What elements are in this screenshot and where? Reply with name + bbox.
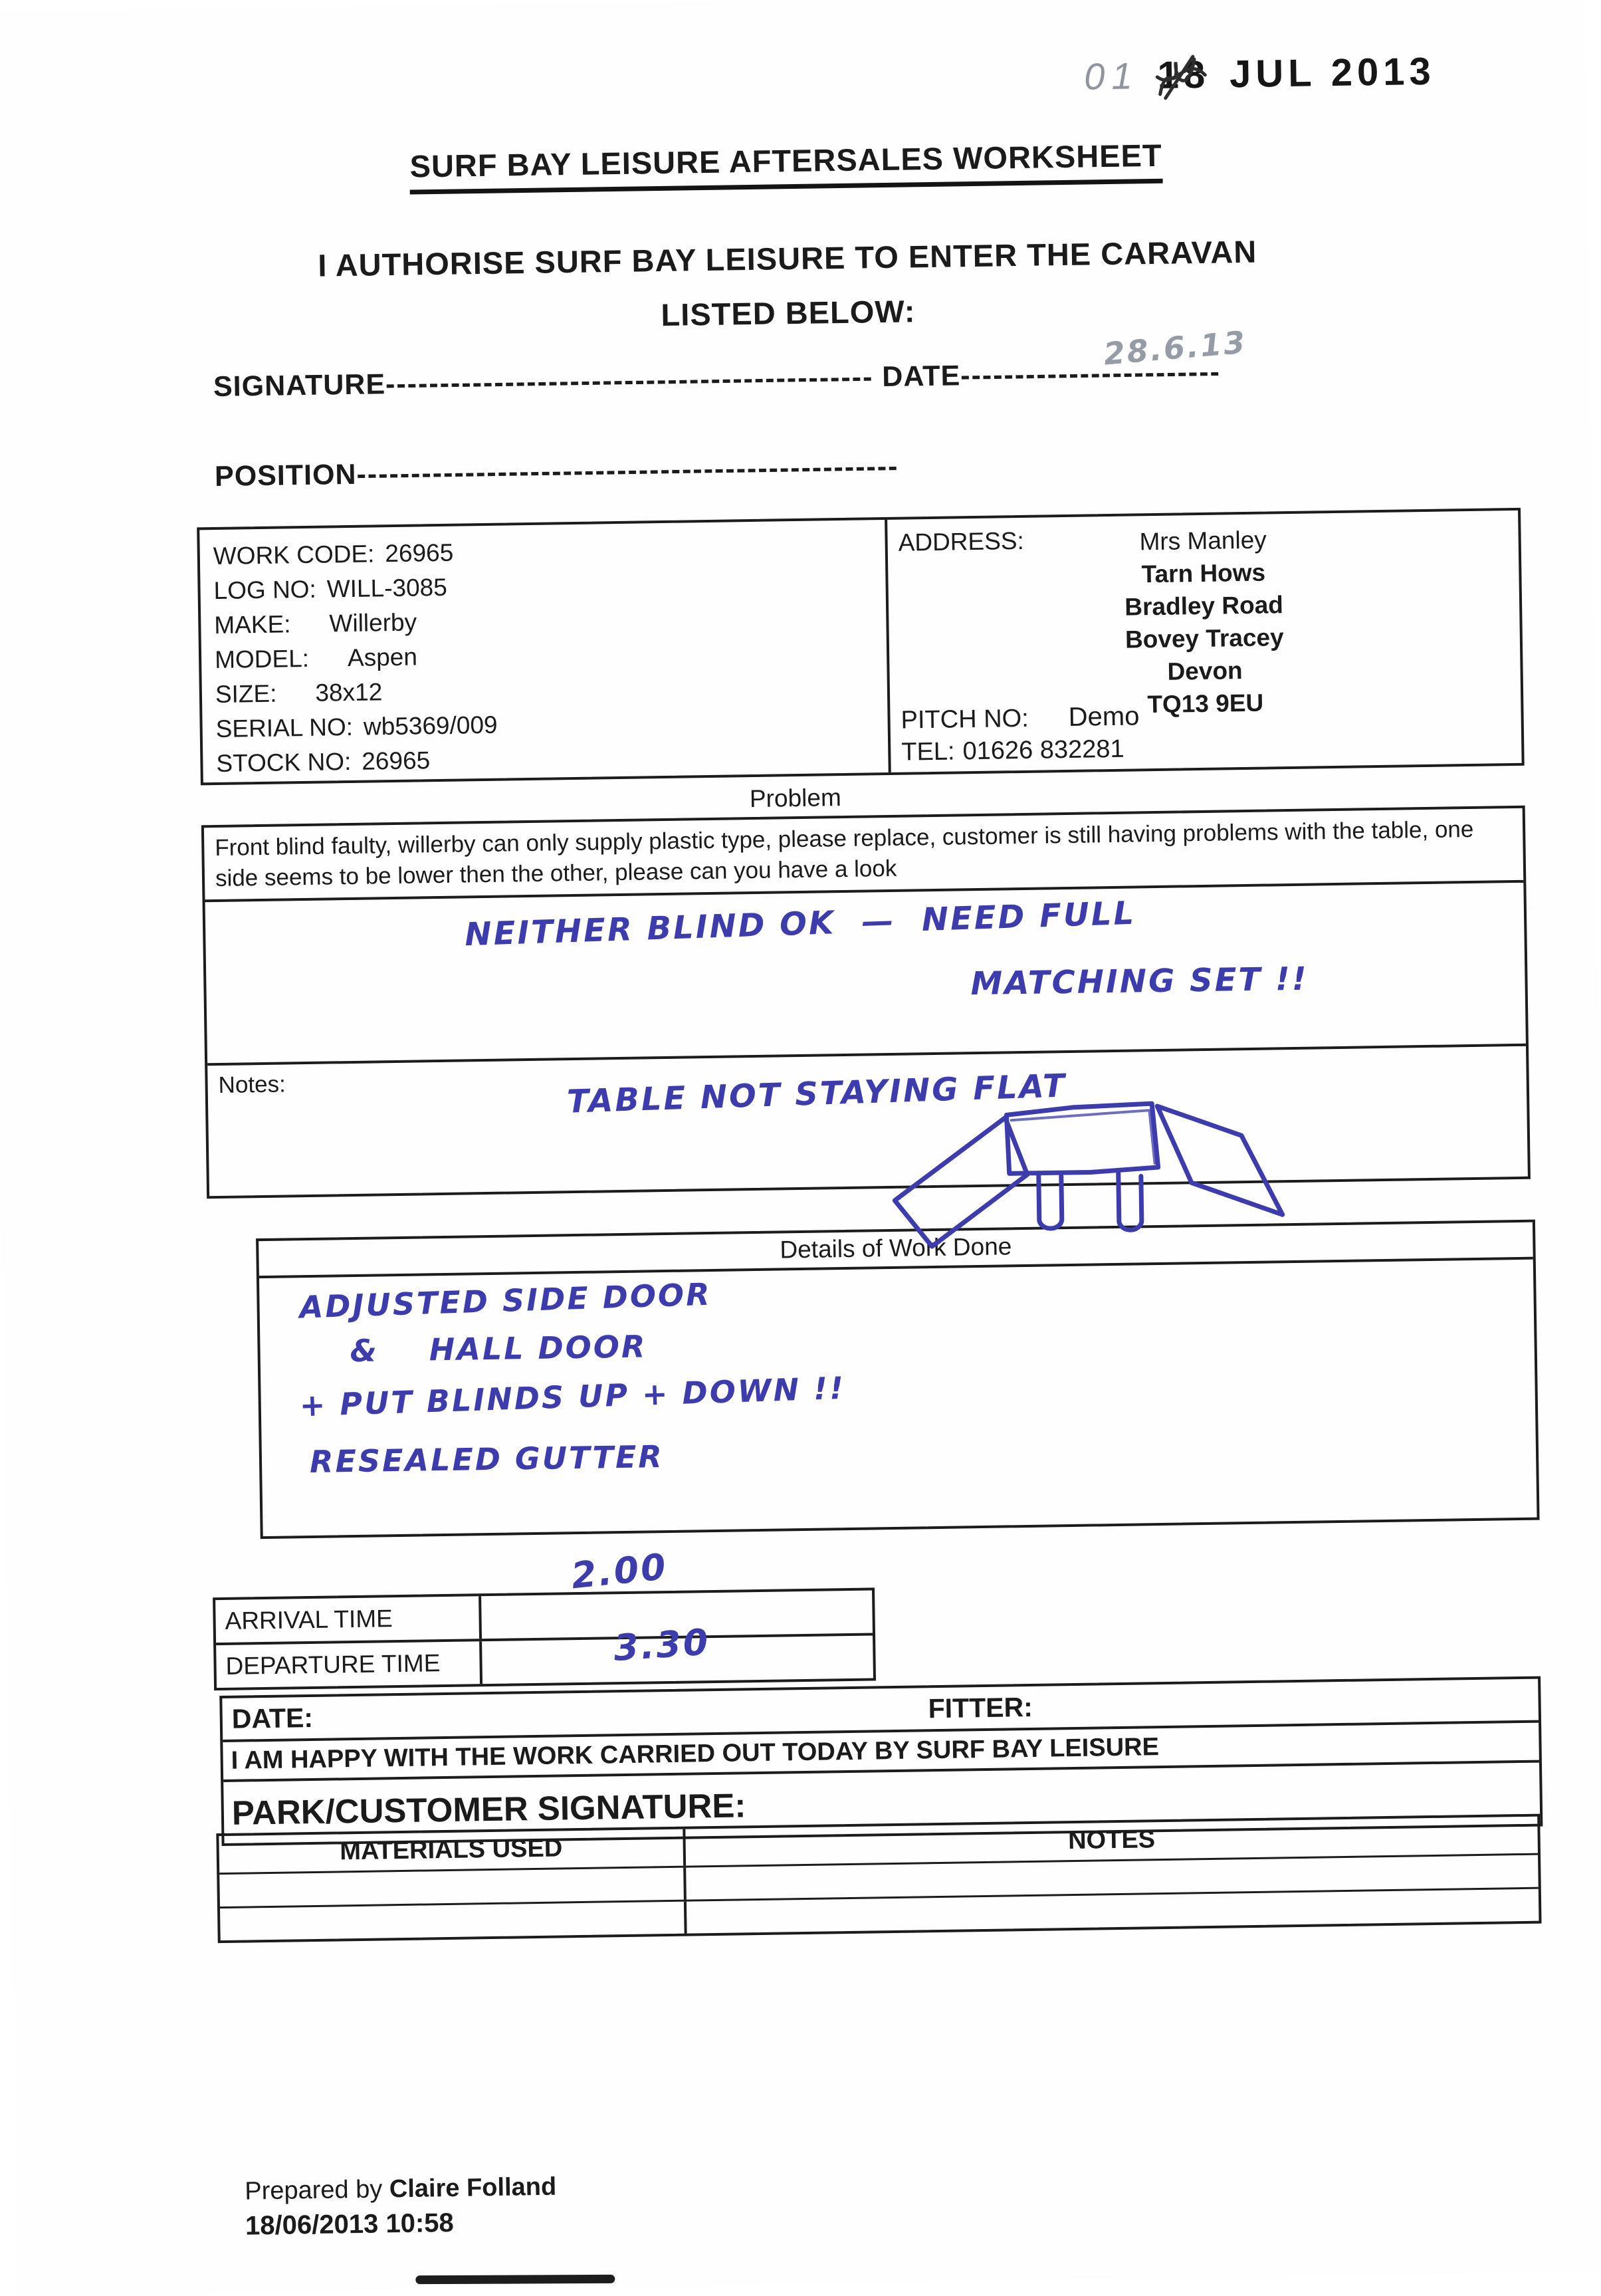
page-title-text: SURF BAY LEISURE AFTERSALES WORKSHEET <box>409 137 1162 195</box>
arrival-time-label: ARRIVAL TIME <box>215 1596 482 1643</box>
problem-text: Front blind faulty, willerby can only supply plastic type, please replace, customer is still having problems with the table, one side seems to be lower then the other, please can you have a look <box>204 808 1523 902</box>
times-table <box>213 1587 876 1690</box>
signature-row <box>213 356 1221 403</box>
handwritten-problem-note-1: NEITHER BLIND OK — NEED FULL <box>464 894 1136 954</box>
tel-label: TEL: <box>901 737 955 766</box>
date-stamp <box>1084 49 1436 99</box>
handwritten-departure-time: 3.30 <box>612 1621 712 1669</box>
handwritten-date: 28.6.13 <box>1102 324 1249 372</box>
signoff-date-label: DATE: <box>231 1702 314 1734</box>
fitter-label: FITTER: <box>928 1691 1033 1724</box>
happy-statement: I AM HAPPY WITH THE WORK CARRIED OUT TODAY BY SURF BAY LEISURE <box>223 1723 1539 1782</box>
tel-value: 01626 832281 <box>962 735 1124 766</box>
signature-label: SIGNATURE <box>213 368 386 403</box>
stamp-month-year: JUL 2013 <box>1229 49 1436 96</box>
pitch-no-label: PITCH NO: <box>901 704 1029 735</box>
scan-smudge <box>415 2275 615 2284</box>
serial-no-label: SERIAL NO: <box>215 713 354 743</box>
prepared-by-block <box>245 2170 557 2243</box>
address-cell <box>887 511 1522 772</box>
address-label: ADDRESS: <box>898 526 1025 556</box>
address-line-3: Bovey Tracey <box>1124 624 1284 653</box>
size-value: 38x12 <box>315 678 383 707</box>
handwritten-work-line-4: RESEALED GUTTER <box>309 1438 665 1480</box>
struck-day <box>1157 53 1210 98</box>
authorisation-line-2: LISTED BELOW: <box>661 293 916 332</box>
log-no-label: LOG NO: <box>213 575 317 605</box>
serial-no-value: wb5369/009 <box>363 711 498 741</box>
handwritten-work-line-2: & HALL DOOR <box>350 1328 647 1369</box>
make-label: MAKE: <box>214 610 291 639</box>
work-done-section <box>256 1220 1539 1540</box>
address-line-2: Bradley Road <box>1124 591 1284 621</box>
prepared-timestamp: 18/06/2013 10:58 <box>245 2208 455 2241</box>
work-code-value: 26965 <box>385 538 454 568</box>
departure-time-label: DEPARTURE TIME <box>216 1641 482 1688</box>
work-code-label: WORK CODE: <box>213 540 375 570</box>
customer-name: Mrs Manley <box>1139 526 1267 556</box>
stock-no-label: STOCK NO: <box>216 747 352 777</box>
stock-no-value: 26965 <box>361 746 431 775</box>
notes-header: NOTES <box>1067 1825 1156 1855</box>
model-label: MODEL: <box>214 644 310 673</box>
handwritten-arrival-time: 2.00 <box>569 1545 670 1597</box>
notes-label: Notes: <box>218 1071 286 1098</box>
materials-table <box>216 1814 1541 1944</box>
size-label: SIZE: <box>215 679 277 708</box>
unit-info-table <box>197 508 1525 786</box>
problem-header: Problem <box>749 784 842 813</box>
work-done-header: Details of Work Done <box>259 1222 1533 1278</box>
prepared-by-name: Claire Folland <box>389 2172 557 2204</box>
position-row <box>215 451 899 493</box>
model-value: Aspen <box>347 643 418 672</box>
authorisation-line-1: I AUTHORISE SURF BAY LEISURE TO ENTER THE CARAVAN <box>317 233 1257 283</box>
handwritten-work-line-3: + PUT BLINDS UP + DOWN !! <box>298 1369 846 1424</box>
struck-day-text: 18 <box>1157 53 1210 97</box>
prepared-by-prefix: Prepared by <box>245 2175 390 2206</box>
date-label: DATE <box>881 360 961 394</box>
handwritten-notes: TABLE NOT STAYING FLAT <box>566 1067 1067 1121</box>
page-title <box>0 130 1587 201</box>
tel-row <box>901 735 1124 767</box>
handwritten-day: 01 <box>1083 55 1140 98</box>
position-label: POSITION <box>214 458 357 493</box>
prepared-by-line <box>245 2170 557 2209</box>
date-dashes: ------------------------ <box>960 356 1222 392</box>
signature-dashes: --------------------------------------------- <box>385 361 874 401</box>
handwritten-work-line-1: ADJUSTED SIDE DOOR <box>298 1276 712 1325</box>
address-postcode: TQ13 9EU <box>1147 689 1264 719</box>
materials-cell <box>220 1902 687 1940</box>
work-done-body <box>259 1260 1537 1536</box>
pitch-no-value: Demo <box>1068 701 1140 732</box>
log-no-value: WILL-3085 <box>326 573 448 603</box>
address-line-1: Tarn Hows <box>1141 558 1266 588</box>
materials-used-header: MATERIALS USED <box>219 1829 686 1873</box>
make-value: Willerby <box>329 608 417 637</box>
problem-handwriting-area <box>205 883 1526 1066</box>
table-sketch <box>870 1082 1351 1252</box>
authorisation-text <box>0 219 1589 352</box>
park-customer-signature-label: PARK/CUSTOMER SIGNATURE: <box>231 1785 746 1832</box>
handwritten-problem-note-2: MATCHING SET !! <box>970 960 1309 1003</box>
position-dashes: -------------------------------------------------- <box>356 450 899 491</box>
unit-info-cell <box>199 520 891 782</box>
scribble-mark <box>1150 49 1218 106</box>
pitch-no-row <box>901 701 1139 735</box>
address-line-4: Devon <box>1167 657 1243 685</box>
